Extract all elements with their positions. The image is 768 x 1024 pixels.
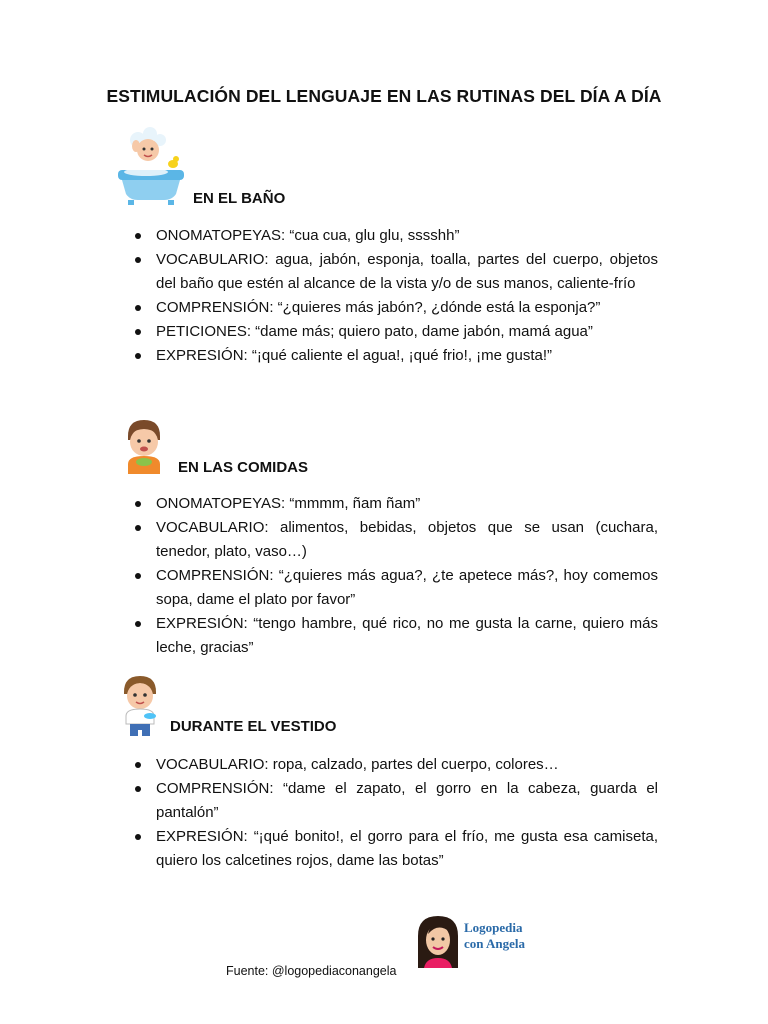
bathtub-child-icon <box>116 126 186 206</box>
list-item: VOCABULARIO: agua, jabón, esponja, toalla, partes del cuerpo, objetos del baño que estén al alcance de la vista y/o de sus manos, caliente-frío <box>156 248 658 296</box>
list-item: COMPRENSIÓN: “¿quieres más agua?, ¿te apetece más?, hoy comemos sopa, dame el plato por favor” <box>156 564 658 612</box>
list-item: VOCABULARIO: ropa, calzado, partes del cuerpo, colores… <box>156 753 658 777</box>
list-item: VOCABULARIO: alimentos, bebidas, objetos que se usan (cuchara, tenedor, plato, vaso…) <box>156 516 658 564</box>
section-heading-bath: EN EL BAÑO <box>193 190 286 207</box>
logo-text <box>464 920 525 952</box>
list-item: PETICIONES: “dame más; quiero pato, dame jabón, mamá agua” <box>156 320 658 344</box>
child-dressing-icon <box>116 674 164 736</box>
list-item: ONOMATOPEYAS: “cua cua, glu glu, sssshh” <box>156 224 658 248</box>
list-item: EXPRESIÓN: “tengo hambre, qué rico, no me gusta la carne, quiero más leche, gracias” <box>156 612 658 660</box>
bath-list <box>156 224 658 368</box>
document-title: ESTIMULACIÓN DEL LENGUAJE EN LAS RUTINAS DEL DÍA A DÍA <box>106 86 662 106</box>
dressing-list <box>156 753 658 873</box>
list-item: COMPRENSIÓN: “¿quieres más jabón?, ¿dónde está la esponja?” <box>156 296 658 320</box>
meals-list <box>156 492 658 660</box>
list-item: COMPRENSIÓN: “dame el zapato, el gorro en la cabeza, guarda el pantalón” <box>156 777 658 825</box>
avatar-icon <box>412 912 462 968</box>
list-item: ONOMATOPEYAS: “mmmm, ñam ñam” <box>156 492 658 516</box>
child-eating-icon <box>120 418 168 474</box>
list-item: EXPRESIÓN: “¡qué caliente el agua!, ¡qué frio!, ¡me gusta!” <box>156 344 658 368</box>
source-credit: Fuente: @logopediaconangela <box>226 964 397 978</box>
logo-line-1: Logopedia <box>464 920 523 935</box>
section-heading-meals: EN LAS COMIDAS <box>178 459 309 476</box>
logo <box>412 912 552 968</box>
logo-line-2: con Angela <box>464 936 526 951</box>
list-item: EXPRESIÓN: “¡qué bonito!, el gorro para el frío, me gusta esa camiseta, quiero los calcetines rojos, dame las botas” <box>156 825 658 873</box>
section-heading-dressing: DURANTE EL VESTIDO <box>170 718 337 735</box>
